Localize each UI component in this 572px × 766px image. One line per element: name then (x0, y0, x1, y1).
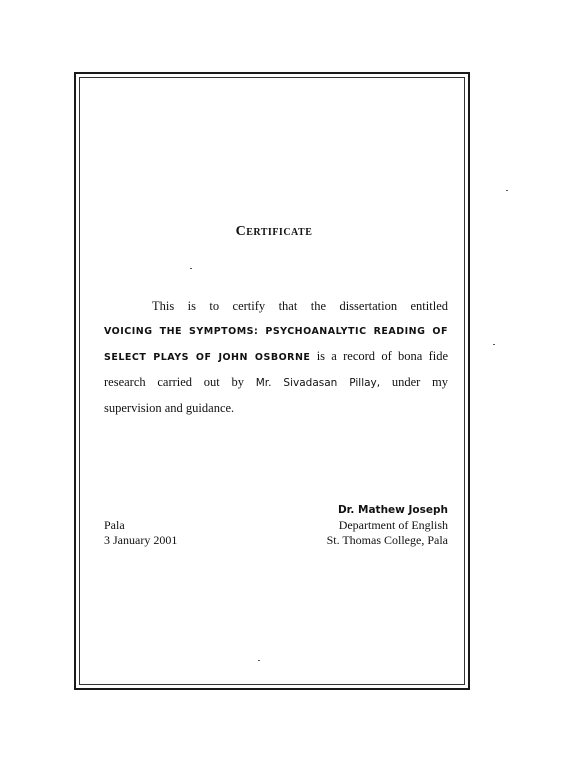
scan-speck (493, 344, 495, 345)
dissertation-title-line-1: VOICING THE SYMPTOMS: PSYCHOANALYTIC READING OF (104, 326, 448, 337)
body-line-4 (104, 370, 448, 396)
date: 3 January 2001 (104, 533, 178, 547)
place: Pala (104, 518, 125, 532)
body-line-1: This is to certify that the dissertation entitled (152, 299, 448, 313)
scan-speck (506, 190, 508, 191)
researcher-name: Mr. Sivadasan Pillay, (255, 377, 381, 389)
place-date-block (104, 518, 177, 548)
dissertation-title-line-2: SELECT PLAYS OF JOHN OSBORNE (104, 352, 311, 363)
signatory-college: St. Thomas College, Pala (326, 533, 448, 547)
scan-speck (258, 660, 260, 661)
signatory-department: Department of English (338, 518, 448, 532)
signature-block (327, 503, 448, 548)
certificate-body (104, 294, 448, 421)
body-line-5: supervision and guidance. (104, 401, 235, 415)
certificate-title: Certificate (235, 224, 313, 239)
body-line-3-text: is a record of bona fide (316, 349, 449, 363)
scan-speck (190, 268, 192, 269)
body-line-4-end: under my (391, 375, 449, 389)
signatory-name: Dr. Mathew Joseph (337, 504, 448, 516)
body-line-3 (104, 344, 448, 370)
body-line-4-text: research carried out by (104, 375, 244, 389)
